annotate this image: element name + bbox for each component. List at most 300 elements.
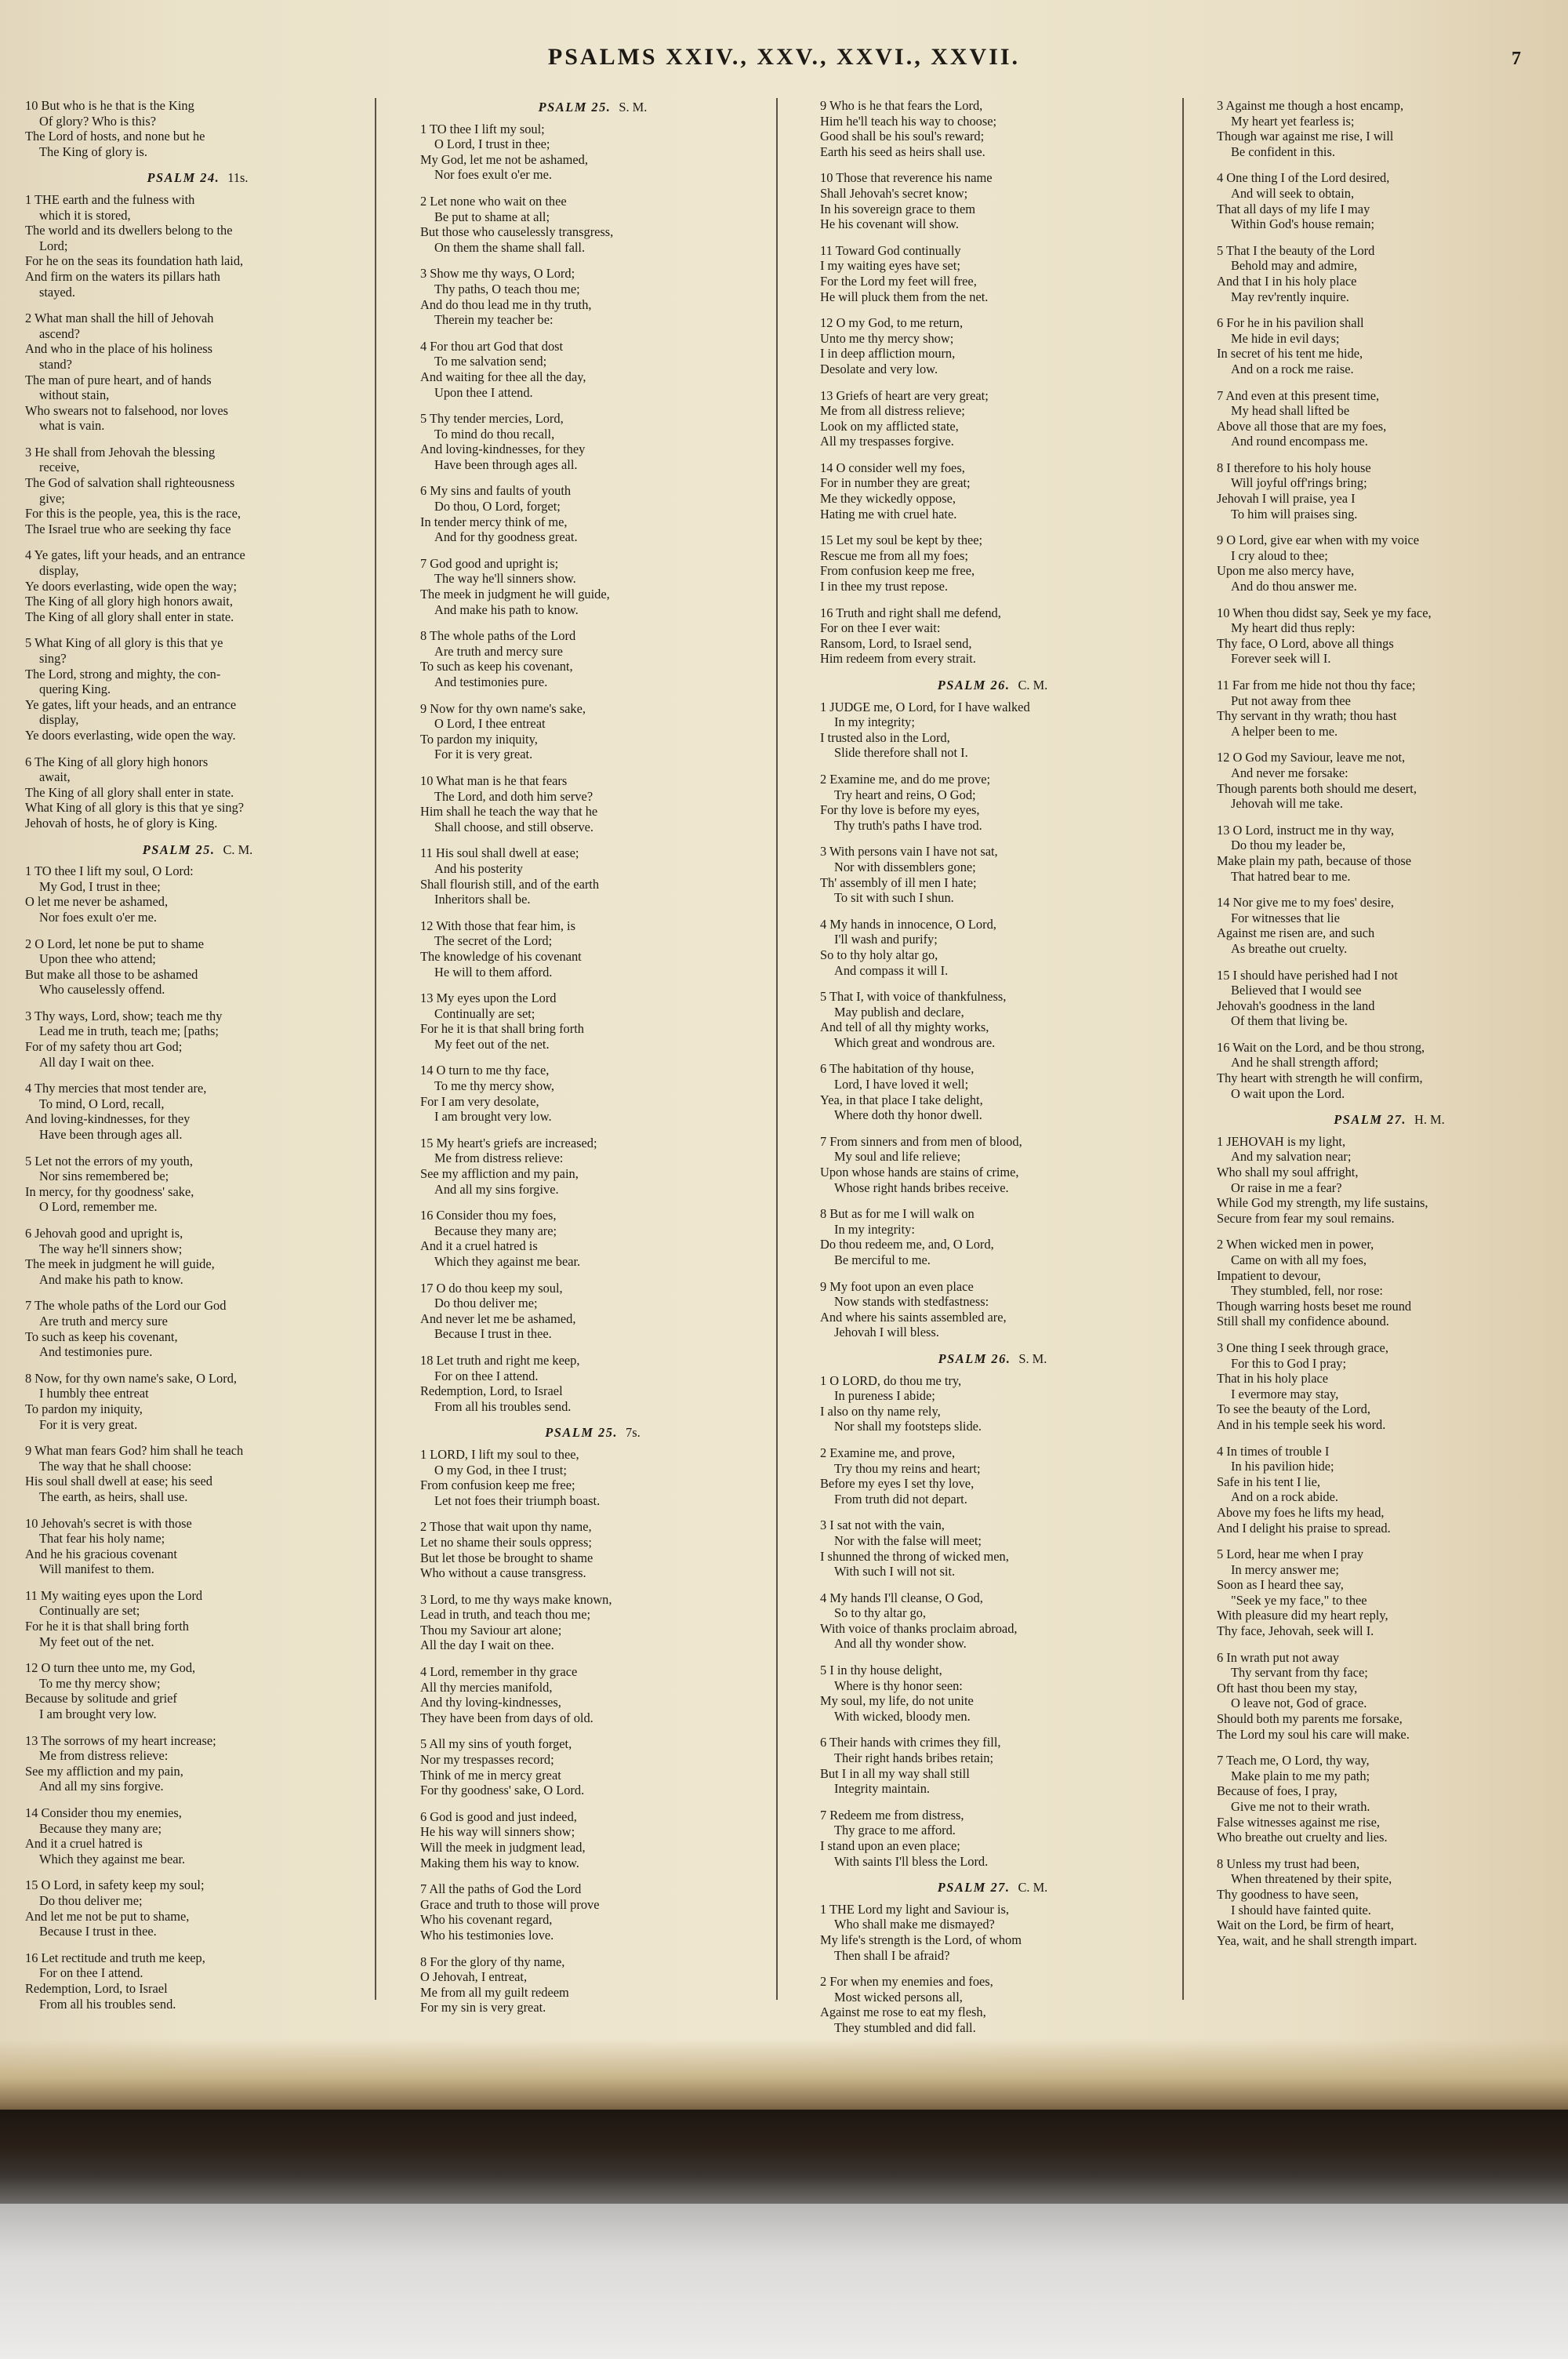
verse-line: 5 What King of all glory is this that ye	[25, 635, 223, 651]
stanza	[1217, 460, 1562, 522]
verse-line: The knowledge of his covenant	[420, 948, 582, 964]
stanza	[25, 311, 370, 434]
verse-line: Thy grace to me afford.	[834, 1823, 956, 1838]
verse-line: "Seek ye my face," to thee	[1231, 1592, 1367, 1608]
verse-line: The way he'll sinners show;	[39, 1241, 183, 1256]
stanza	[1217, 1753, 1562, 1845]
verse-line: The way he'll sinners show.	[434, 571, 576, 587]
stanza	[1217, 170, 1562, 231]
verse-line: 6 God is good and just indeed,	[420, 1808, 577, 1824]
verse-line: Try thou my reins and heart;	[834, 1460, 981, 1476]
verse-line: So to thy holy altar go,	[820, 947, 938, 962]
stanza	[1217, 1547, 1562, 1639]
stanza	[820, 700, 1165, 761]
verse-line: 17 O do thou keep my soul,	[420, 1280, 563, 1296]
verse-line: And do thou answer me.	[1231, 579, 1357, 594]
verse-line: 10 When thou didst say, Seek ye my face,	[1217, 605, 1432, 620]
stanza	[25, 192, 370, 300]
psalm-meter: S. M.	[619, 100, 648, 114]
verse-line: Do thou my leader be,	[1231, 838, 1346, 853]
verse-line: For he it is that shall bring forth	[25, 1619, 189, 1634]
verse-line: ascend?	[39, 325, 80, 341]
verse-line: The way that he shall choose:	[39, 1458, 192, 1474]
stanza	[25, 1733, 370, 1794]
verse-line: Have been through ages all.	[39, 1127, 183, 1143]
verse-line: 5 That I the beauty of the Lord	[1217, 242, 1375, 258]
stanza	[1217, 1650, 1562, 1743]
verse-line: In my integrity;	[834, 714, 915, 730]
psalm-meter: H. M.	[1414, 1112, 1445, 1128]
verse-line: I stand upon an even place;	[820, 1838, 960, 1853]
verse-line: The Israel true who are seeking thy face	[25, 521, 231, 536]
verse-line: Continually are set;	[39, 1603, 140, 1619]
verse-line: Him shall he teach the way that he	[420, 804, 598, 820]
verse-line: To pardon my iniquity,	[25, 1401, 143, 1416]
verse-line: Above all those that are my foes,	[1217, 418, 1387, 434]
verse-line: 5 That I, with voice of thankfulness,	[820, 989, 1007, 1005]
verse-line: Which they against me bear.	[39, 1851, 186, 1866]
verse-line: Who his covenant regard,	[420, 1912, 553, 1928]
verse-line: For it is very great.	[434, 747, 533, 762]
verse-line: In his pavilion hide;	[1231, 1459, 1334, 1474]
verse-line: He will pluck them from the net.	[820, 289, 989, 304]
verse-line: 6 In wrath put not away	[1217, 1649, 1340, 1665]
stanza	[420, 1281, 765, 1342]
stanza	[420, 1736, 765, 1797]
text-column-4	[1217, 98, 1562, 1959]
verse-line: His soul shall dwell at ease; his seed	[25, 1474, 212, 1489]
verse-line: Against me rose to eat my flesh,	[820, 2005, 986, 2020]
verse-line: See my affliction and my pain,	[420, 1166, 579, 1182]
verse-line: Lead me in truth, teach me; [paths;	[39, 1023, 219, 1039]
verse-line: Think of me in mercy great	[420, 1767, 561, 1783]
verse-line: Nor with dissemblers gone;	[834, 859, 976, 874]
stanza	[25, 1009, 370, 1070]
verse-line: Of glory? Who is this?	[39, 113, 157, 129]
verse-line: The secret of the Lord;	[434, 933, 553, 949]
verse-line: 4 For thou art God that dost	[420, 338, 564, 354]
psalm-title	[1217, 1112, 1562, 1128]
verse-line: Will the meek in judgment lead,	[420, 1840, 586, 1855]
verse-line: Nor with the false will meet;	[834, 1532, 982, 1548]
stanza	[820, 315, 1165, 376]
stanza	[1217, 1040, 1562, 1101]
verse-line: To see the beauty of the Lord,	[1217, 1401, 1370, 1417]
stanza	[820, 1518, 1165, 1579]
verse-line: For my sin is very great.	[420, 2000, 546, 2016]
verse-line: And on a rock me raise.	[1231, 361, 1354, 376]
verse-line: To such as keep his covenant,	[25, 1329, 178, 1344]
verse-line: And loving-kindnesses, for they	[420, 442, 586, 457]
stanza	[25, 1877, 370, 1939]
verse-line: Thy face, Jehovah, seek will I.	[1217, 1623, 1374, 1639]
verse-line: 1 LORD, I lift my soul to thee,	[420, 1446, 579, 1462]
verse-line: With wicked, bloody men.	[834, 1708, 971, 1724]
verse-line: Oft hast thou been my stay,	[1217, 1680, 1358, 1696]
verse-line: That all days of my life I may	[1217, 201, 1370, 216]
verse-line: And all my sins forgive.	[39, 1779, 164, 1794]
verse-line: A helper been to me.	[1231, 723, 1338, 739]
verse-line: Ye gates, lift your heads, and an entrance	[25, 696, 237, 712]
verse-line: Good shall be his soul's reward;	[820, 129, 985, 144]
verse-line: All day I wait on thee.	[39, 1054, 154, 1070]
stanza	[1217, 315, 1562, 376]
verse-line: 13 Griefs of heart are very great;	[820, 387, 989, 403]
stanza	[820, 388, 1165, 449]
verse-line: The Lord, and doth him serve?	[434, 788, 593, 804]
verse-line: Upon me also mercy have,	[1217, 563, 1355, 579]
psalm-title	[25, 170, 370, 186]
stanza	[820, 1206, 1165, 1267]
stanza	[820, 243, 1165, 304]
verse-line: From all his troubles send.	[434, 1398, 572, 1414]
psalm-meter: 7s.	[626, 1425, 641, 1441]
verse-line: 2 For when my enemies and foes,	[820, 1974, 993, 1990]
verse-line: Thy heart with strength he will confirm,	[1217, 1070, 1423, 1086]
verse-line: But make all those to be ashamed	[25, 966, 198, 982]
verse-line: 10 Those that reverence his name	[820, 170, 993, 186]
verse-line: 6 My sins and faults of youth	[420, 483, 572, 499]
verse-line: Put not away from thee	[1231, 692, 1351, 708]
verse-line: Behold may and admire,	[1231, 258, 1358, 274]
verse-line: I in deep affliction mourn,	[820, 346, 956, 362]
verse-line: Nor shall my footsteps slide.	[834, 1419, 982, 1434]
verse-line: Believed that I would see	[1231, 983, 1362, 998]
verse-line: display,	[39, 563, 79, 579]
verse-line: which it is stored,	[39, 207, 131, 223]
stanza	[25, 1443, 370, 1504]
verse-line: And round encompass me.	[1231, 434, 1368, 449]
verse-line: My feet out of the net.	[434, 1036, 550, 1052]
verse-line: For on thee I attend.	[434, 1368, 539, 1383]
verse-line: Because I trust in thee.	[434, 1326, 552, 1342]
verse-line: Wait on the Lord, be firm of heart,	[1217, 1917, 1394, 1933]
verse-line: In mercy answer me;	[1231, 1561, 1339, 1577]
stanza	[1217, 388, 1562, 449]
psalm-number: PSALM 25.	[545, 1425, 619, 1441]
stanza	[820, 1373, 1165, 1434]
verse-line: await,	[39, 769, 71, 785]
stanza	[820, 1445, 1165, 1507]
verse-line: Above my foes he lifts my head,	[1217, 1504, 1385, 1520]
verse-line: Slide therefore shall not I.	[834, 745, 968, 761]
stanza	[420, 845, 765, 907]
verse-line: Hating me with cruel hate.	[820, 506, 957, 522]
psalm-meter: C. M.	[1018, 678, 1048, 692]
verse-line: To me salvation send;	[434, 354, 547, 369]
stanza	[420, 411, 765, 472]
stanza	[420, 1353, 765, 1414]
verse-line: 6 Jehovah good and upright is,	[25, 1226, 183, 1241]
verse-line: 2 What man shall the hill of Jehovah	[25, 311, 214, 326]
verse-line: 16 Let rectitude and truth me keep,	[25, 1950, 205, 1965]
stanza	[25, 1226, 370, 1287]
stanza	[25, 1588, 370, 1649]
verse-line: 1 O LORD, do thou me try,	[820, 1372, 962, 1388]
verse-line: 10 What man is he that fears	[420, 772, 568, 788]
verse-line: But let those be brought to shame	[420, 1550, 593, 1565]
verse-line: And never me forsake:	[1231, 765, 1348, 780]
verse-line: Redemption, Lord, to Israel	[420, 1383, 563, 1399]
verse-line: Be merciful to me.	[834, 1252, 931, 1267]
stanza	[420, 701, 765, 762]
book-binding-shadow	[0, 2110, 1568, 2204]
verse-line: Lead in truth, and teach thou me;	[420, 1607, 591, 1623]
stanza	[25, 635, 370, 743]
verse-line: In secret of his tent me hide,	[1217, 346, 1363, 362]
verse-line: From confusion keep me free;	[420, 1478, 575, 1493]
verse-line: 11 Far from me hide not thou thy face;	[1217, 678, 1416, 692]
verse-line: 7 God good and upright is;	[420, 555, 559, 571]
verse-line: Thy goodness to have seen,	[1217, 1886, 1359, 1902]
verse-line: Do thou, O Lord, forget;	[434, 499, 561, 514]
column-rule	[776, 98, 778, 2000]
verse-line: The Lord my soul his care will make.	[1217, 1726, 1410, 1742]
verse-line: When threatened by their spite,	[1231, 1871, 1392, 1887]
verse-line: Desolate and very low.	[820, 361, 938, 376]
verse-line: 3 Thy ways, Lord, show; teach me thy	[25, 1008, 223, 1023]
verse-line: 6 The habitation of thy house,	[820, 1061, 975, 1077]
verse-line: I trusted also in the Lord,	[820, 729, 950, 745]
verse-line: 15 O Lord, in safety keep my soul;	[25, 1877, 205, 1893]
verse-line: And he shall strength afford;	[1231, 1055, 1379, 1070]
verse-line: And compass it will I.	[834, 962, 949, 978]
stanza	[820, 460, 1165, 522]
verse-line: 7 And even at this present time,	[1217, 387, 1380, 403]
verse-line: The meek in judgment he will guide,	[420, 587, 610, 602]
verse-line: Continually are set;	[434, 1005, 535, 1021]
verse-line: I cry aloud to thee;	[1231, 547, 1328, 563]
stanza	[25, 547, 370, 624]
verse-line: Unto me thy mercy show;	[820, 330, 954, 346]
verse-line: What King of all glory is this that ye sing?	[25, 800, 245, 816]
verse-line: The world and its dwellers belong to the	[25, 223, 233, 238]
verse-line: Thou my Saviour art alone;	[420, 1622, 562, 1637]
verse-line: 10 But who is he that is the King	[25, 98, 194, 113]
verse-line: O Lord, remember me.	[39, 1199, 158, 1215]
verse-line: And he his gracious covenant	[25, 1546, 177, 1561]
stanza	[820, 170, 1165, 231]
verse-line: My life's strength is the Lord, of whom	[820, 1932, 1022, 1947]
stanza	[420, 1208, 765, 1269]
stanza	[820, 1974, 1165, 2035]
verse-line: For on thee I ever wait:	[820, 620, 941, 636]
verse-line: 15 Let my soul be kept by thee;	[820, 533, 983, 548]
verse-line: Inheritors shall be.	[434, 892, 531, 907]
verse-line: My head shall lifted be	[1231, 403, 1350, 419]
verse-line: 8 Now, for thy own name's sake, O Lord,	[25, 1370, 238, 1386]
column-rule	[1182, 98, 1184, 2000]
verse-line: 7 Teach me, O Lord, thy way,	[1217, 1753, 1370, 1768]
verse-line: I'll wash and purify;	[834, 932, 938, 947]
verse-line: Let no shame their souls oppress;	[420, 1534, 592, 1550]
verse-line: 8 I therefore to his holy house	[1217, 460, 1371, 475]
psalm-meter: 11s.	[227, 170, 249, 186]
verse-line: Though parents both should me desert,	[1217, 780, 1417, 796]
stanza	[25, 1154, 370, 1215]
verse-line: 18 Let truth and right me keep,	[420, 1352, 580, 1368]
verse-line: All the day I wait on thee.	[420, 1637, 554, 1653]
stanza	[420, 1447, 765, 1508]
stanza	[820, 917, 1165, 978]
psalm-title	[420, 100, 765, 115]
verse-line: That hatred bear to me.	[1231, 868, 1351, 884]
verse-line: The Lord of hosts, and none but he	[25, 129, 205, 144]
verse-line: The King of all glory shall enter in state.	[25, 784, 234, 800]
verse-line: 1 TO thee I lift my soul, O Lord:	[25, 863, 194, 879]
verse-line: 15 I should have perished had I not	[1217, 967, 1398, 983]
verse-line: 13 O Lord, instruct me in thy way,	[1217, 822, 1395, 838]
stanza	[25, 1805, 370, 1866]
verse-line: 3 With persons vain I have not sat,	[820, 844, 998, 860]
stanza	[820, 1061, 1165, 1122]
surface-below-book	[0, 2204, 1568, 2359]
verse-line: O Jehovah, I entreat,	[420, 1969, 528, 1985]
psalm-title	[420, 1425, 765, 1441]
verse-line: O my God, in thee I trust;	[434, 1462, 567, 1478]
verse-line: In his sovereign grace to them	[820, 201, 975, 216]
verse-line: To sit with such I shun.	[834, 890, 954, 906]
verse-line: Forever seek will I.	[1231, 651, 1331, 667]
verse-line: give;	[39, 490, 65, 506]
psalm-number: PSALM 25.	[538, 100, 612, 114]
verse-line: 14 Nor give me to my foes' desire,	[1217, 895, 1394, 911]
verse-line: Thy face, O Lord, above all things	[1217, 635, 1394, 651]
text-column-1	[25, 98, 370, 2023]
stanza	[25, 1660, 370, 1721]
verse-line: For on thee I attend.	[39, 1965, 143, 1981]
psalm-title	[820, 1880, 1165, 1896]
psalm-number: PSALM 26.	[937, 678, 1011, 692]
verse-line: That fear his holy name;	[39, 1531, 165, 1547]
verse-line: With saints I'll bless the Lord.	[834, 1853, 989, 1869]
verse-line: 4 My hands I'll cleanse, O God,	[820, 1590, 983, 1605]
verse-line: In pureness I abide;	[834, 1388, 935, 1404]
stanza	[420, 1664, 765, 1725]
verse-line: Him redeem from every strait.	[820, 651, 976, 667]
verse-line: Secure from fear my soul remains.	[1217, 1210, 1395, 1226]
verse-line: 2 O Lord, let none be put to shame	[25, 936, 205, 951]
verse-line: Who his testimonies love.	[420, 1927, 554, 1943]
verse-line: display,	[39, 712, 79, 728]
verse-line: Within God's house remain;	[1231, 216, 1375, 232]
verse-line: 4 My hands in innocence, O Lord,	[820, 916, 996, 932]
stanza	[420, 1136, 765, 1197]
stanza	[420, 194, 765, 255]
verse-line: Me from all my guilt redeem	[420, 1984, 569, 2000]
stanza	[820, 1663, 1165, 1724]
verse-line: 3 One thing I seek through grace,	[1217, 1339, 1388, 1355]
verse-line: For the Lord my feet will free,	[820, 273, 977, 289]
stanza	[25, 1950, 370, 2012]
column-rule	[375, 98, 376, 2000]
stanza	[420, 483, 765, 544]
stanza	[1217, 605, 1562, 667]
stanza	[420, 918, 765, 980]
verse-line: 11 His soul shall dwell at ease;	[420, 845, 579, 861]
verse-line: Soon as I heard thee say,	[1217, 1577, 1344, 1593]
verse-line: Lord;	[39, 238, 68, 253]
verse-line: 3 Lord, to me thy ways make known,	[420, 1591, 612, 1607]
verse-line: 9 O Lord, give ear when with my voice	[1217, 533, 1420, 548]
stanza	[420, 1809, 765, 1870]
verse-line: Upon thee who attend;	[39, 951, 156, 967]
running-header: PSALMS XXIV., XXV., XXVI., XXVII.	[547, 44, 1021, 70]
stanza	[420, 339, 765, 400]
verse-line: 5 All my sins of youth forget,	[420, 1736, 572, 1752]
verse-line: I also on thy name rely,	[820, 1403, 941, 1419]
verse-line: For thy goodness' sake, O Lord.	[420, 1783, 585, 1798]
verse-line: Though warring hosts beset me round	[1217, 1298, 1412, 1314]
verse-line: And his posterity	[434, 860, 523, 876]
verse-line: Rescue me from all my foes;	[820, 547, 968, 563]
psalm-number: PSALM 27.	[937, 1880, 1011, 1896]
verse-line: Do thou redeem me, and, O Lord,	[820, 1237, 994, 1252]
verse-line: Th' assembly of ill men I hate;	[820, 874, 977, 890]
verse-line: So to thy altar go,	[834, 1605, 926, 1621]
page-number: 7	[1512, 49, 1521, 69]
verse-line: Who without a cause transgress.	[420, 1565, 586, 1581]
verse-line: Because they many are;	[434, 1223, 557, 1238]
verse-line: Who causelessly offend.	[39, 982, 165, 998]
verse-line: My heart did thus reply:	[1231, 620, 1356, 636]
verse-line: 9 Who is he that fears the Lord,	[820, 98, 983, 113]
stanza	[820, 772, 1165, 833]
verse-line: 4 One thing I of the Lord desired,	[1217, 170, 1390, 186]
verse-line: That in his holy place	[1217, 1371, 1329, 1387]
verse-line: 5 Lord, hear me when I pray	[1217, 1547, 1364, 1562]
verse-line: Do thou deliver me;	[434, 1296, 538, 1311]
verse-line: Impatient to devour,	[1217, 1267, 1321, 1283]
verse-line: And for thy goodness great.	[434, 529, 578, 545]
verse-line: Try heart and reins, O God;	[834, 787, 976, 802]
verse-line: They have been from days of old.	[420, 1710, 593, 1725]
verse-line: Now stands with stedfastness:	[834, 1294, 989, 1310]
verse-line: And waiting for thee all the day,	[420, 369, 586, 384]
verse-line: 10 Jehovah's secret is with those	[25, 1515, 192, 1531]
verse-line: And my salvation near;	[1231, 1149, 1352, 1165]
verse-line: Of them that living be.	[1231, 1013, 1348, 1029]
verse-line: 16 Truth and right shall me defend,	[820, 605, 1001, 620]
verse-line: To me thy mercy show;	[39, 1675, 161, 1691]
psalm-title	[820, 678, 1165, 693]
verse-line: But those who causelessly transgress,	[420, 224, 614, 240]
verse-line: 1 THE Lord my light and Saviour is,	[820, 1901, 1009, 1917]
verse-line: 9 What man fears God? him shall he teach	[25, 1443, 244, 1459]
verse-line: And who in the place of his holiness	[25, 341, 212, 357]
verse-line: 5 I in thy house delight,	[820, 1663, 942, 1678]
stanza	[820, 533, 1165, 594]
verse-line: He his covenant will show.	[820, 216, 959, 232]
verse-line: For he it is that shall bring forth	[420, 1021, 584, 1037]
psalm-number: PSALM 26.	[938, 1350, 1011, 1366]
verse-line: Because by solitude and grief	[25, 1691, 177, 1707]
stanza	[820, 1590, 1165, 1652]
verse-line: O let me never be ashamed,	[25, 894, 169, 910]
verse-line: 14 O consider well my foes,	[820, 460, 965, 475]
verse-line: May rev'rently inquire.	[1231, 289, 1349, 304]
stanza	[420, 773, 765, 834]
stanza	[1217, 968, 1562, 1029]
verse-line: 1 JUDGE me, O Lord, for I have walked	[820, 699, 1030, 714]
verse-line: 2 Those that wait upon thy name,	[420, 1519, 592, 1535]
verse-line: And make his path to know.	[434, 602, 579, 617]
verse-line: 1 JEHOVAH is my light,	[1217, 1133, 1346, 1149]
verse-line: quering King.	[39, 682, 111, 697]
verse-line: From truth did not depart.	[834, 1491, 967, 1507]
verse-line: All thy mercies manifold,	[420, 1679, 553, 1695]
verse-line: My soul, my life, do not unite	[820, 1693, 974, 1709]
